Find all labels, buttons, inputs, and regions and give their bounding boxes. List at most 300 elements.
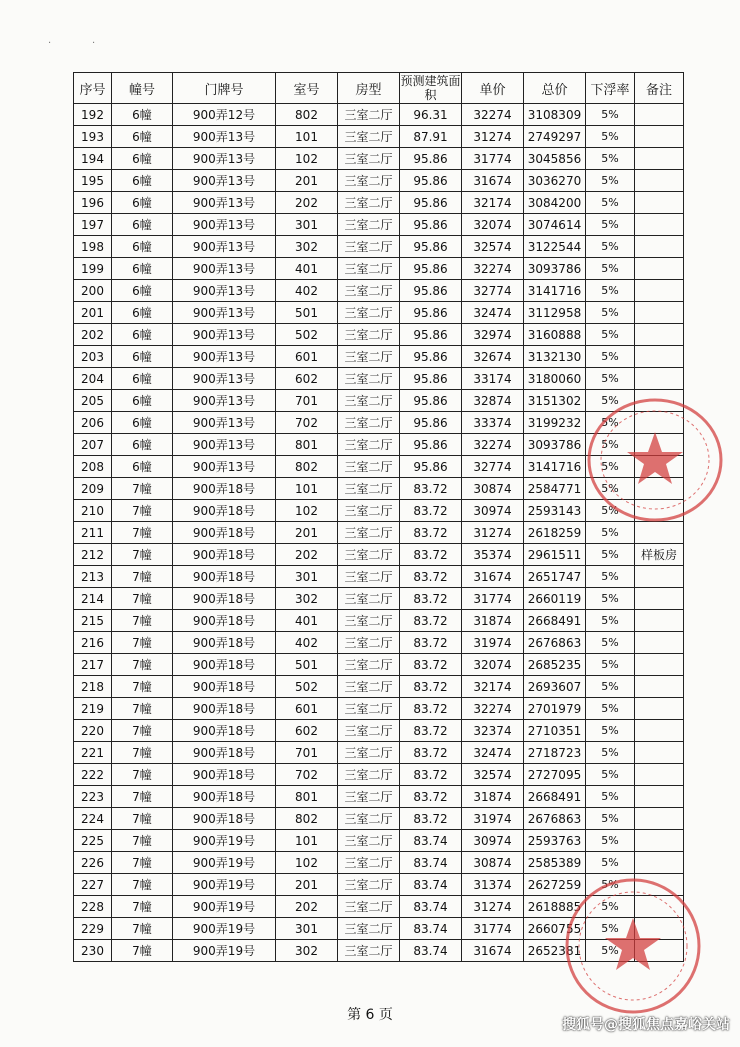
cell-layout: 三室二厅 <box>338 456 400 478</box>
cell-address: 900弄18号 <box>173 588 276 610</box>
cell-serial: 222 <box>74 764 112 786</box>
table-header-row <box>74 73 684 104</box>
cell-address: 900弄13号 <box>173 390 276 412</box>
cell-serial: 225 <box>74 830 112 852</box>
cell-building: 7幢 <box>112 632 173 654</box>
cell-remark <box>635 302 684 324</box>
cell-address: 900弄19号 <box>173 896 276 918</box>
cell-address: 900弄13号 <box>173 434 276 456</box>
cell-serial: 197 <box>74 214 112 236</box>
cell-serial: 224 <box>74 808 112 830</box>
cell-room: 102 <box>276 500 338 522</box>
cell-layout: 三室二厅 <box>338 522 400 544</box>
cell-discount: 5% <box>586 368 635 390</box>
cell-layout: 三室二厅 <box>338 192 400 214</box>
cell-serial: 218 <box>74 676 112 698</box>
cell-layout: 三室二厅 <box>338 302 400 324</box>
cell-discount: 5% <box>586 874 635 896</box>
cell-room: 101 <box>276 126 338 148</box>
cell-unit-price: 32774 <box>462 280 524 302</box>
cell-room: 102 <box>276 852 338 874</box>
cell-address: 900弄18号 <box>173 698 276 720</box>
cell-address: 900弄18号 <box>173 786 276 808</box>
cell-building: 7幢 <box>112 676 173 698</box>
cell-unit-price: 31274 <box>462 896 524 918</box>
cell-room: 202 <box>276 896 338 918</box>
cell-discount: 5% <box>586 346 635 368</box>
cell-address: 900弄19号 <box>173 940 276 962</box>
cell-unit-price: 31874 <box>462 610 524 632</box>
cell-remark <box>635 698 684 720</box>
cell-room: 102 <box>276 148 338 170</box>
cell-area: 83.72 <box>400 500 462 522</box>
cell-address: 900弄18号 <box>173 742 276 764</box>
cell-area: 95.86 <box>400 434 462 456</box>
cell-area: 95.86 <box>400 258 462 280</box>
cell-area: 83.72 <box>400 698 462 720</box>
cell-unit-price: 30974 <box>462 500 524 522</box>
cell-unit-price: 32374 <box>462 720 524 742</box>
cell-serial: 209 <box>74 478 112 500</box>
cell-remark <box>635 764 684 786</box>
cell-address: 900弄18号 <box>173 654 276 676</box>
cell-address: 900弄19号 <box>173 874 276 896</box>
official-seal-stamp <box>580 390 730 530</box>
cell-discount: 5% <box>586 896 635 918</box>
cell-discount: 5% <box>586 632 635 654</box>
cell-layout: 三室二厅 <box>338 654 400 676</box>
cell-layout: 三室二厅 <box>338 808 400 830</box>
cell-building: 7幢 <box>112 896 173 918</box>
cell-total-price: 2718723 <box>524 742 586 764</box>
cell-serial: 194 <box>74 148 112 170</box>
cell-building: 6幢 <box>112 126 173 148</box>
cell-remark <box>635 632 684 654</box>
cell-layout: 三室二厅 <box>338 214 400 236</box>
cell-layout: 三室二厅 <box>338 720 400 742</box>
cell-discount: 5% <box>586 764 635 786</box>
cell-address: 900弄18号 <box>173 522 276 544</box>
cell-area: 83.72 <box>400 654 462 676</box>
table-row <box>74 280 684 302</box>
cell-building: 7幢 <box>112 874 173 896</box>
cell-serial: 226 <box>74 852 112 874</box>
cell-discount: 5% <box>586 522 635 544</box>
cell-building: 6幢 <box>112 148 173 170</box>
scan-speck: · <box>48 38 52 49</box>
cell-unit-price: 31274 <box>462 126 524 148</box>
cell-area: 83.74 <box>400 852 462 874</box>
cell-layout: 三室二厅 <box>338 126 400 148</box>
cell-building: 7幢 <box>112 522 173 544</box>
cell-remark <box>635 676 684 698</box>
table-row <box>74 104 684 126</box>
page-number: 第 6 页 <box>347 1007 393 1023</box>
cell-room: 201 <box>276 170 338 192</box>
cell-total-price: 2676863 <box>524 632 586 654</box>
cell-room: 501 <box>276 654 338 676</box>
cell-serial: 212 <box>74 544 112 566</box>
cell-building: 7幢 <box>112 918 173 940</box>
cell-serial: 221 <box>74 742 112 764</box>
cell-total-price: 2727095 <box>524 764 586 786</box>
table-row <box>74 698 684 720</box>
cell-total-price: 2627259 <box>524 874 586 896</box>
cell-layout: 三室二厅 <box>338 632 400 654</box>
cell-total-price: 3151302 <box>524 390 586 412</box>
cell-total-price: 2693607 <box>524 676 586 698</box>
cell-total-price: 2668491 <box>524 786 586 808</box>
cell-building: 6幢 <box>112 412 173 434</box>
cell-remark <box>635 346 684 368</box>
cell-building: 6幢 <box>112 170 173 192</box>
cell-building: 6幢 <box>112 346 173 368</box>
table-row <box>74 126 684 148</box>
cell-building: 6幢 <box>112 390 173 412</box>
cell-area: 95.86 <box>400 302 462 324</box>
cell-room: 302 <box>276 940 338 962</box>
cell-total-price: 2652381 <box>524 940 586 962</box>
cell-serial: 219 <box>74 698 112 720</box>
table-row <box>74 544 684 566</box>
col-header-address: 门牌号 <box>173 73 276 104</box>
col-header-remark: 备注 <box>635 73 684 104</box>
cell-remark <box>635 104 684 126</box>
cell-unit-price: 31674 <box>462 566 524 588</box>
cell-unit-price: 32174 <box>462 192 524 214</box>
cell-layout: 三室二厅 <box>338 148 400 170</box>
cell-room: 802 <box>276 808 338 830</box>
table-row <box>74 368 684 390</box>
cell-discount: 5% <box>586 830 635 852</box>
cell-unit-price: 31674 <box>462 940 524 962</box>
cell-area: 95.86 <box>400 412 462 434</box>
cell-unit-price: 32074 <box>462 654 524 676</box>
cell-remark <box>635 808 684 830</box>
scan-speck: · <box>92 38 96 49</box>
cell-area: 95.86 <box>400 280 462 302</box>
cell-discount: 5% <box>586 148 635 170</box>
cell-total-price: 2584771 <box>524 478 586 500</box>
cell-total-price: 2651747 <box>524 566 586 588</box>
table-row <box>74 324 684 346</box>
cell-layout: 三室二厅 <box>338 390 400 412</box>
cell-layout: 三室二厅 <box>338 104 400 126</box>
table-row <box>74 346 684 368</box>
cell-serial: 207 <box>74 434 112 456</box>
cell-room: 301 <box>276 214 338 236</box>
cell-address: 900弄13号 <box>173 324 276 346</box>
cell-building: 7幢 <box>112 830 173 852</box>
cell-layout: 三室二厅 <box>338 324 400 346</box>
cell-layout: 三室二厅 <box>338 478 400 500</box>
cell-remark <box>635 830 684 852</box>
cell-address: 900弄18号 <box>173 478 276 500</box>
cell-serial: 206 <box>74 412 112 434</box>
cell-address: 900弄18号 <box>173 566 276 588</box>
cell-unit-price: 31774 <box>462 148 524 170</box>
cell-building: 6幢 <box>112 258 173 280</box>
cell-remark <box>635 588 684 610</box>
cell-building: 6幢 <box>112 236 173 258</box>
cell-area: 83.72 <box>400 522 462 544</box>
cell-building: 7幢 <box>112 852 173 874</box>
cell-serial: 227 <box>74 874 112 896</box>
cell-area: 83.72 <box>400 786 462 808</box>
cell-unit-price: 32674 <box>462 346 524 368</box>
cell-discount: 5% <box>586 676 635 698</box>
cell-layout: 三室二厅 <box>338 236 400 258</box>
cell-address: 900弄13号 <box>173 170 276 192</box>
cell-unit-price: 32274 <box>462 258 524 280</box>
cell-address: 900弄19号 <box>173 852 276 874</box>
cell-discount: 5% <box>586 500 635 522</box>
cell-unit-price: 32774 <box>462 456 524 478</box>
table-row <box>74 808 684 830</box>
cell-serial: 199 <box>74 258 112 280</box>
cell-total-price: 2668491 <box>524 610 586 632</box>
cell-building: 6幢 <box>112 104 173 126</box>
cell-unit-price: 33174 <box>462 368 524 390</box>
official-seal-stamp <box>555 870 705 1020</box>
cell-discount: 5% <box>586 786 635 808</box>
cell-area: 83.72 <box>400 588 462 610</box>
cell-total-price: 2618885 <box>524 896 586 918</box>
cell-remark <box>635 786 684 808</box>
table-row <box>74 302 684 324</box>
table-row <box>74 742 684 764</box>
cell-serial: 195 <box>74 170 112 192</box>
table-row <box>74 170 684 192</box>
cell-layout: 三室二厅 <box>338 896 400 918</box>
cell-area: 96.31 <box>400 104 462 126</box>
cell-total-price: 2593763 <box>524 830 586 852</box>
cell-total-price: 3132130 <box>524 346 586 368</box>
cell-area: 83.74 <box>400 896 462 918</box>
cell-building: 6幢 <box>112 324 173 346</box>
cell-room: 702 <box>276 412 338 434</box>
cell-room: 502 <box>276 676 338 698</box>
cell-building: 7幢 <box>112 610 173 632</box>
cell-discount: 5% <box>586 236 635 258</box>
cell-layout: 三室二厅 <box>338 918 400 940</box>
cell-room: 401 <box>276 258 338 280</box>
cell-serial: 213 <box>74 566 112 588</box>
cell-building: 7幢 <box>112 808 173 830</box>
cell-room: 402 <box>276 632 338 654</box>
cell-discount: 5% <box>586 390 635 412</box>
cell-area: 83.72 <box>400 764 462 786</box>
cell-area: 95.86 <box>400 390 462 412</box>
cell-total-price: 3036270 <box>524 170 586 192</box>
cell-remark: 样板房 <box>635 544 684 566</box>
cell-area: 83.72 <box>400 544 462 566</box>
cell-layout: 三室二厅 <box>338 940 400 962</box>
cell-building: 7幢 <box>112 786 173 808</box>
cell-serial: 216 <box>74 632 112 654</box>
cell-room: 802 <box>276 456 338 478</box>
cell-serial: 214 <box>74 588 112 610</box>
cell-discount: 5% <box>586 654 635 676</box>
col-header-building: 幢号 <box>112 73 173 104</box>
cell-room: 702 <box>276 764 338 786</box>
cell-area: 95.86 <box>400 170 462 192</box>
cell-serial: 202 <box>74 324 112 346</box>
cell-building: 6幢 <box>112 456 173 478</box>
cell-total-price: 2710351 <box>524 720 586 742</box>
cell-area: 83.74 <box>400 830 462 852</box>
cell-address: 900弄19号 <box>173 918 276 940</box>
cell-remark <box>635 258 684 280</box>
cell-room: 801 <box>276 786 338 808</box>
cell-layout: 三室二厅 <box>338 874 400 896</box>
cell-serial: 211 <box>74 522 112 544</box>
watermark: 搜狐号@搜狐焦点嘉峪关站 <box>562 1017 730 1033</box>
cell-room: 302 <box>276 588 338 610</box>
cell-layout: 三室二厅 <box>338 280 400 302</box>
cell-room: 602 <box>276 368 338 390</box>
cell-room: 301 <box>276 918 338 940</box>
cell-address: 900弄13号 <box>173 236 276 258</box>
cell-address: 900弄13号 <box>173 456 276 478</box>
cell-building: 7幢 <box>112 742 173 764</box>
cell-layout: 三室二厅 <box>338 830 400 852</box>
cell-serial: 229 <box>74 918 112 940</box>
cell-address: 900弄13号 <box>173 368 276 390</box>
cell-unit-price: 31374 <box>462 874 524 896</box>
cell-area: 83.72 <box>400 676 462 698</box>
cell-building: 7幢 <box>112 654 173 676</box>
cell-total-price: 3108309 <box>524 104 586 126</box>
table-body <box>74 104 684 962</box>
cell-discount: 5% <box>586 478 635 500</box>
cell-serial: 196 <box>74 192 112 214</box>
cell-remark <box>635 368 684 390</box>
cell-room: 601 <box>276 698 338 720</box>
cell-total-price: 3160888 <box>524 324 586 346</box>
cell-discount: 5% <box>586 808 635 830</box>
cell-room: 801 <box>276 434 338 456</box>
cell-address: 900弄13号 <box>173 148 276 170</box>
cell-layout: 三室二厅 <box>338 170 400 192</box>
cell-remark <box>635 236 684 258</box>
cell-room: 401 <box>276 610 338 632</box>
cell-discount: 5% <box>586 610 635 632</box>
cell-unit-price: 35374 <box>462 544 524 566</box>
cell-remark <box>635 280 684 302</box>
cell-area: 83.72 <box>400 808 462 830</box>
cell-room: 601 <box>276 346 338 368</box>
cell-address: 900弄19号 <box>173 830 276 852</box>
cell-address: 900弄18号 <box>173 720 276 742</box>
cell-layout: 三室二厅 <box>338 852 400 874</box>
cell-unit-price: 31974 <box>462 808 524 830</box>
cell-layout: 三室二厅 <box>338 544 400 566</box>
cell-unit-price: 32274 <box>462 434 524 456</box>
cell-unit-price: 30874 <box>462 478 524 500</box>
cell-address: 900弄12号 <box>173 104 276 126</box>
cell-area: 95.86 <box>400 148 462 170</box>
table-row <box>74 258 684 280</box>
cell-total-price: 3122544 <box>524 236 586 258</box>
cell-unit-price: 30974 <box>462 830 524 852</box>
cell-room: 502 <box>276 324 338 346</box>
cell-serial: 228 <box>74 896 112 918</box>
cell-building: 7幢 <box>112 544 173 566</box>
cell-address: 900弄18号 <box>173 676 276 698</box>
cell-area: 95.86 <box>400 456 462 478</box>
cell-discount: 5% <box>586 104 635 126</box>
cell-remark <box>635 126 684 148</box>
cell-total-price: 3093786 <box>524 258 586 280</box>
cell-room: 701 <box>276 390 338 412</box>
cell-discount: 5% <box>586 456 635 478</box>
cell-remark <box>635 170 684 192</box>
cell-building: 6幢 <box>112 192 173 214</box>
cell-discount: 5% <box>586 698 635 720</box>
cell-area: 83.72 <box>400 632 462 654</box>
cell-area: 95.86 <box>400 324 462 346</box>
cell-unit-price: 31774 <box>462 918 524 940</box>
cell-discount: 5% <box>586 214 635 236</box>
cell-discount: 5% <box>586 434 635 456</box>
cell-total-price: 2618259 <box>524 522 586 544</box>
cell-serial: 208 <box>74 456 112 478</box>
cell-discount: 5% <box>586 192 635 214</box>
cell-unit-price: 31974 <box>462 632 524 654</box>
cell-total-price: 2593143 <box>524 500 586 522</box>
cell-layout: 三室二厅 <box>338 258 400 280</box>
cell-discount: 5% <box>586 412 635 434</box>
cell-room: 501 <box>276 302 338 324</box>
cell-total-price: 3093786 <box>524 434 586 456</box>
cell-remark <box>635 148 684 170</box>
col-header-serial: 序号 <box>74 73 112 104</box>
table-row <box>74 720 684 742</box>
table-row <box>74 764 684 786</box>
cell-remark <box>635 324 684 346</box>
table-row <box>74 654 684 676</box>
cell-layout: 三室二厅 <box>338 368 400 390</box>
cell-area: 95.86 <box>400 368 462 390</box>
cell-area: 83.72 <box>400 720 462 742</box>
cell-address: 900弄18号 <box>173 610 276 632</box>
cell-total-price: 2585389 <box>524 852 586 874</box>
cell-address: 900弄13号 <box>173 258 276 280</box>
cell-building: 7幢 <box>112 588 173 610</box>
cell-room: 202 <box>276 192 338 214</box>
cell-discount: 5% <box>586 170 635 192</box>
table-row <box>74 192 684 214</box>
cell-total-price: 3084200 <box>524 192 586 214</box>
cell-total-price: 3180060 <box>524 368 586 390</box>
cell-layout: 三室二厅 <box>338 588 400 610</box>
cell-address: 900弄13号 <box>173 412 276 434</box>
table-row <box>74 566 684 588</box>
cell-unit-price: 32274 <box>462 104 524 126</box>
table-row <box>74 632 684 654</box>
cell-unit-price: 31874 <box>462 786 524 808</box>
cell-serial: 217 <box>74 654 112 676</box>
cell-room: 301 <box>276 566 338 588</box>
cell-discount: 5% <box>586 126 635 148</box>
cell-layout: 三室二厅 <box>338 566 400 588</box>
table-row <box>74 610 684 632</box>
cell-building: 6幢 <box>112 280 173 302</box>
cell-discount: 5% <box>586 544 635 566</box>
cell-address: 900弄13号 <box>173 280 276 302</box>
cell-building: 7幢 <box>112 764 173 786</box>
